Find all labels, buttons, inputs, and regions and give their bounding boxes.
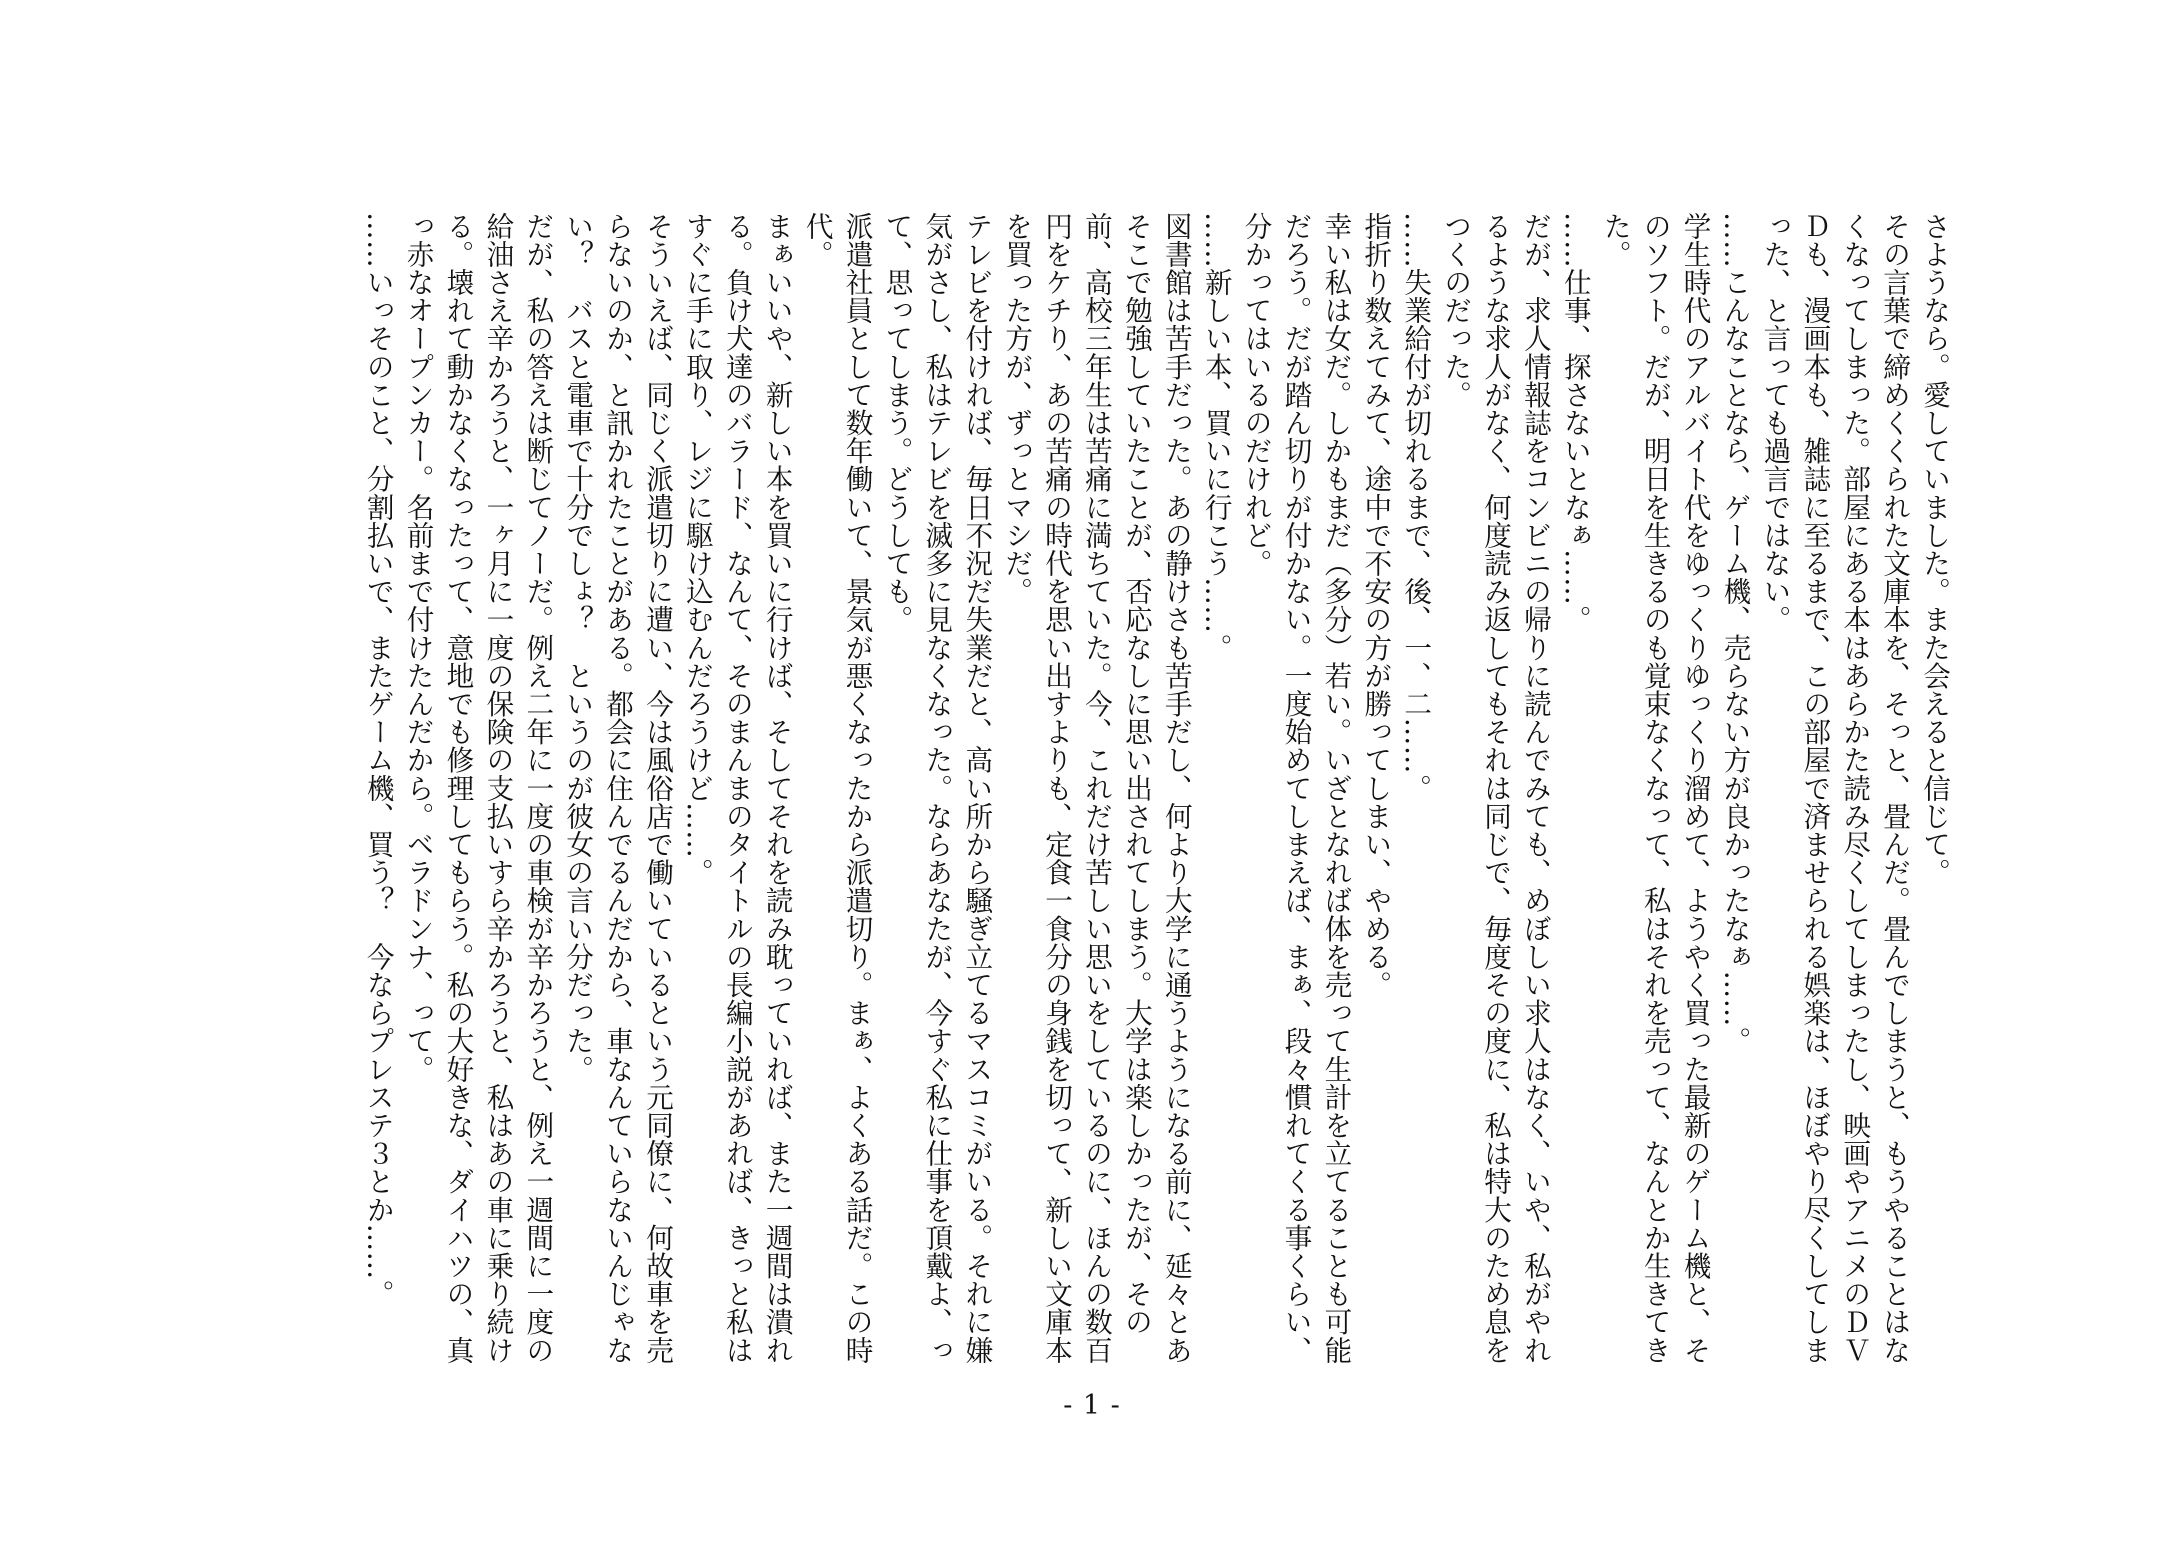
paragraph: ……いっそのこと、分割払いで、またゲーム機、買う？ 今ならプレステ３とか……。 (361, 212, 395, 1308)
vertical-text-body (350, 212, 1954, 1367)
paragraph: そういえば、同じく派遣切りに遭い、今は風俗店で働いているという元同僚に、何故車を売らないのか、と訊かれたことがある。都会に住んでるんだから、車なんていらないんじゃない？ バスと電車で十分でしょ？ というのが彼女の言い分だった。 (561, 212, 674, 1365)
paragraph: ……新しい本、買いに行こう……。 (1199, 212, 1233, 662)
paragraph: テレビを付ければ、毎日不況だ失業だと、高い所から騒ぎ立てるマスコミがいる。それに嫌気がさし、私はテレビを滅多に見なくなった。ならあなたが、今すぐ私に仕事を頂戴よ、って、思ってしまう。どうしても。 (880, 212, 994, 1365)
paragraph: ……失業給付が切れるまで、後、一、二……。 (1399, 212, 1433, 803)
paragraph: 学生時代のアルバイト代をゆっくりゆっくり溜めて、ようやく買った最新のゲーム機と、そのソフト。だが、明日を生きるのも覚束なくなって、私はそれを売って、なんとか生きてきた。 (1598, 212, 1712, 1365)
paragraph: 図書館は苦手だった。あの静けさも苦手だし、何より大学に通うようになる前に、延々とあそこで勉強していたことが、否応なしに思い出されてしまう。大学は楽しかったが、その前、高校三年生は苦痛に満ちていた。今、これだけ苦しい思いをしているのに、ほんの数百円をケチり、あの苦痛の時代を思い出すよりも、定食一食分の身銭を切って、新しい文庫本を買った方が、ずっとマシだ。 (1000, 212, 1193, 1365)
paragraph: 派遣社員として数年働いて、景気が悪くなったから派遣切り。まぁ、よくある話だ。この時代。 (800, 212, 874, 1365)
paragraph: その言葉で締めくくられた文庫本を、そっと、畳んだ。畳んでしまうと、もうやることはなくなってしまった。部屋にある本はあらかた読み尽くしてしまったし、映画やアニメのＤＶＤも、漫画本も、雑誌に至るまで、この部屋で済ませられる娯楽は、ほぼやり尽くしてしまった、と言っても過言ではない。 (1758, 212, 1912, 1365)
paragraph: だが、私の答えは断じてノーだ。例え二年に一度の車検が辛かろうと、例え一週間に一度の給油さえ辛かろうと、一ヶ月に一度の保険の支払いすら辛かろうと、私はあの車に乗り続ける。壊れて動かなくなったって、意地でも修理してもらう。私の大好きな、ダイハツの、真っ赤なオープンカー。名前まで付けたんだから。ベラドンナ、って。 (401, 212, 555, 1365)
paragraph: ……こんなことなら、ゲーム機、売らない方が良かったなぁ……。 (1718, 212, 1752, 1055)
paragraph: 指折り数えてみて、途中で不安の方が勝ってしまい、やめる。 (1359, 212, 1393, 999)
paragraph: ……仕事、探さないとなぁ……。 (1558, 212, 1592, 634)
page-number: - 1 - (1063, 1390, 1121, 1421)
paragraph: だが、求人情報誌をコンビニの帰りに読んでみても、めぼしい求人はなく、いや、私がやれるような求人がなく、何度読み返してもそれは同じで、毎度その度に、私は特大のため息をつくのだった。 (1439, 212, 1552, 1365)
paragraph: さようなら。愛していました。また会えると信じて。 (1918, 212, 1951, 887)
paragraph: まぁいいや、新しい本を買いに行けば、そしてそれを読み耽っていれば、また一週間は潰れる。負け犬達のバラード、なんて、そのまんまのタイトルの長編小説があれば、きっと私はすぐに手に取り、レジに駆け込むんだろうけど……。 (680, 212, 794, 1365)
paragraph: 幸い私は女だ。しかもまだ（多分）若い。いざとなれば体を売って生計を立てることも可能だろう。だが踏ん切りが付かない。一度始めてしまえば、まぁ、段々慣れてくる事くらい、分かってはいるのだけれど。 (1239, 212, 1353, 1365)
